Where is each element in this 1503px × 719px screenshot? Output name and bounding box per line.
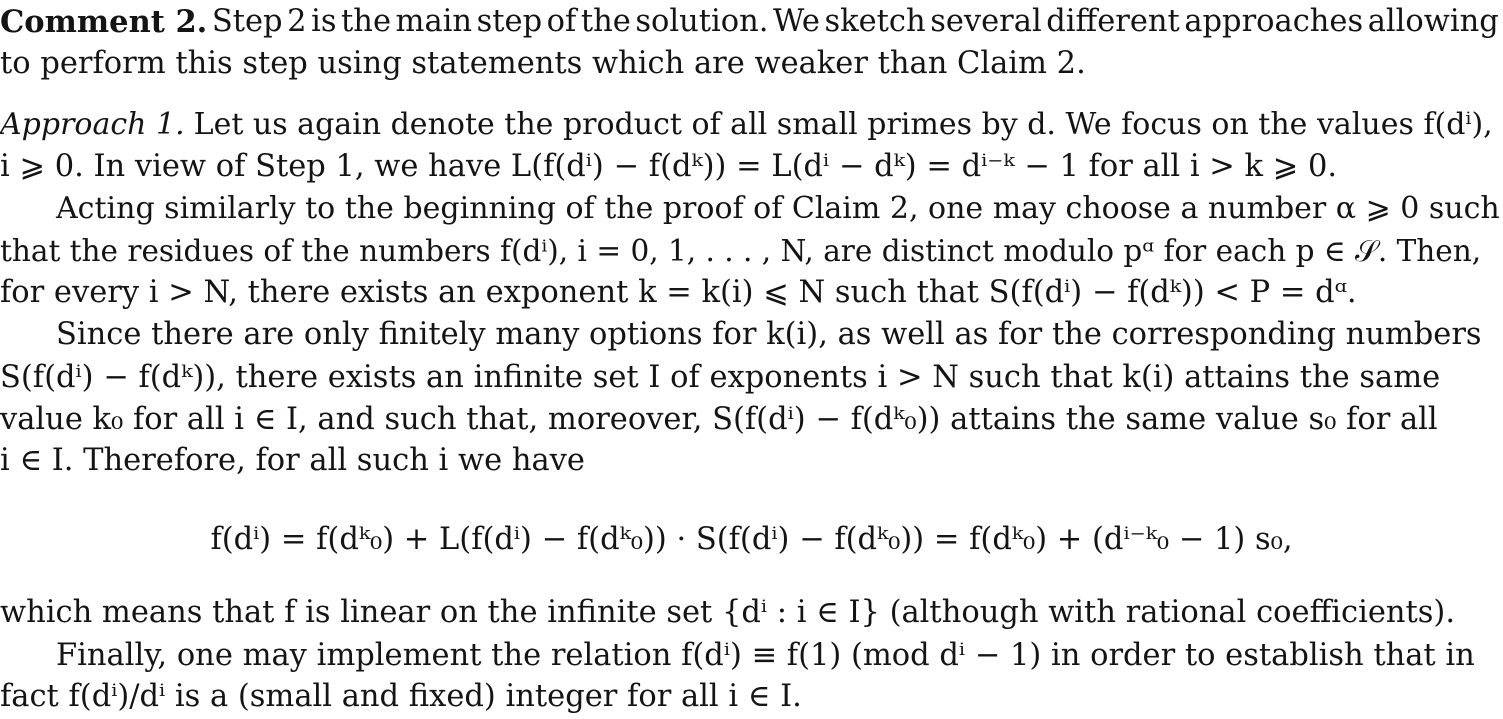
paragraph-line: for every i > N, there exists an exponent k = k(i) ⩽ N such that S(f(dⁱ) − f(dᵏ)) < P = dᵅ.: [0, 275, 1357, 310]
paragraph-line: i ∈ I. Therefore, for all such i we have: [0, 443, 585, 478]
paragraph-line: which means that f is linear on the infinite set {dⁱ : i ∈ I} (although with rational coefficients).: [0, 595, 1456, 630]
approach-line-1: [0, 105, 1499, 145]
paragraph-line: Since there are only finitely many options for k(i), as well as for the corresponding numbers: [56, 317, 1482, 352]
paragraph-line: value k₀ for all i ∈ I, and such that, moreover, S(f(dⁱ) − f(dᵏ₀)) attains the same value s₀ for all: [0, 402, 1438, 437]
paragraph-line: Finally, one may implement the relation f(dⁱ) ≡ f(1) (mod dⁱ − 1) in order to establish that in: [56, 638, 1475, 673]
comment-heading: Comment 2.: [0, 4, 208, 40]
paragraph-line: fact f(dⁱ)/dⁱ is a (small and fixed) integer for all i ∈ I.: [0, 679, 802, 714]
approach-text: Let us again denote the product of all small primes by d. We focus on the values f(dⁱ),: [193, 107, 1493, 142]
approach-label: Approach 1.: [0, 107, 185, 142]
paragraph-line: that the residues of the numbers f(dⁱ), i = 0, 1, . . . , N, are distinct modulo pᵅ for each p ∈ 𝒮. Then,: [0, 234, 1482, 268]
display-equation: f(dⁱ) = f(dᵏ₀) + L(f(dⁱ) − f(dᵏ₀)) · S(f(dⁱ) − f(dᵏ₀)) = f(dᵏ₀) + (dⁱ⁻ᵏ₀ − 1) s₀,: [210, 522, 1293, 557]
comment-line-1: Comment 2. Step 2 is the main step of the solution. We sketch several different approaches allowing: [0, 4, 1499, 40]
comment-line-2: to perform this step using statements which are weaker than Claim 2.: [0, 46, 1086, 81]
paragraph-line: Acting similarly to the beginning of the proof of Claim 2, one may choose a number α ⩾ 0 such: [56, 191, 1500, 226]
approach-line-2: i ⩾ 0. In view of Step 1, we have L(f(dⁱ) − f(dᵏ)) = L(dⁱ − dᵏ) = dⁱ⁻ᵏ − 1 for all i > k ⩾ 0.: [0, 149, 1338, 184]
paragraph-line: S(f(dⁱ) − f(dᵏ)), there exists an infinite set I of exponents i > N such that k(i) attains the same: [0, 360, 1441, 395]
